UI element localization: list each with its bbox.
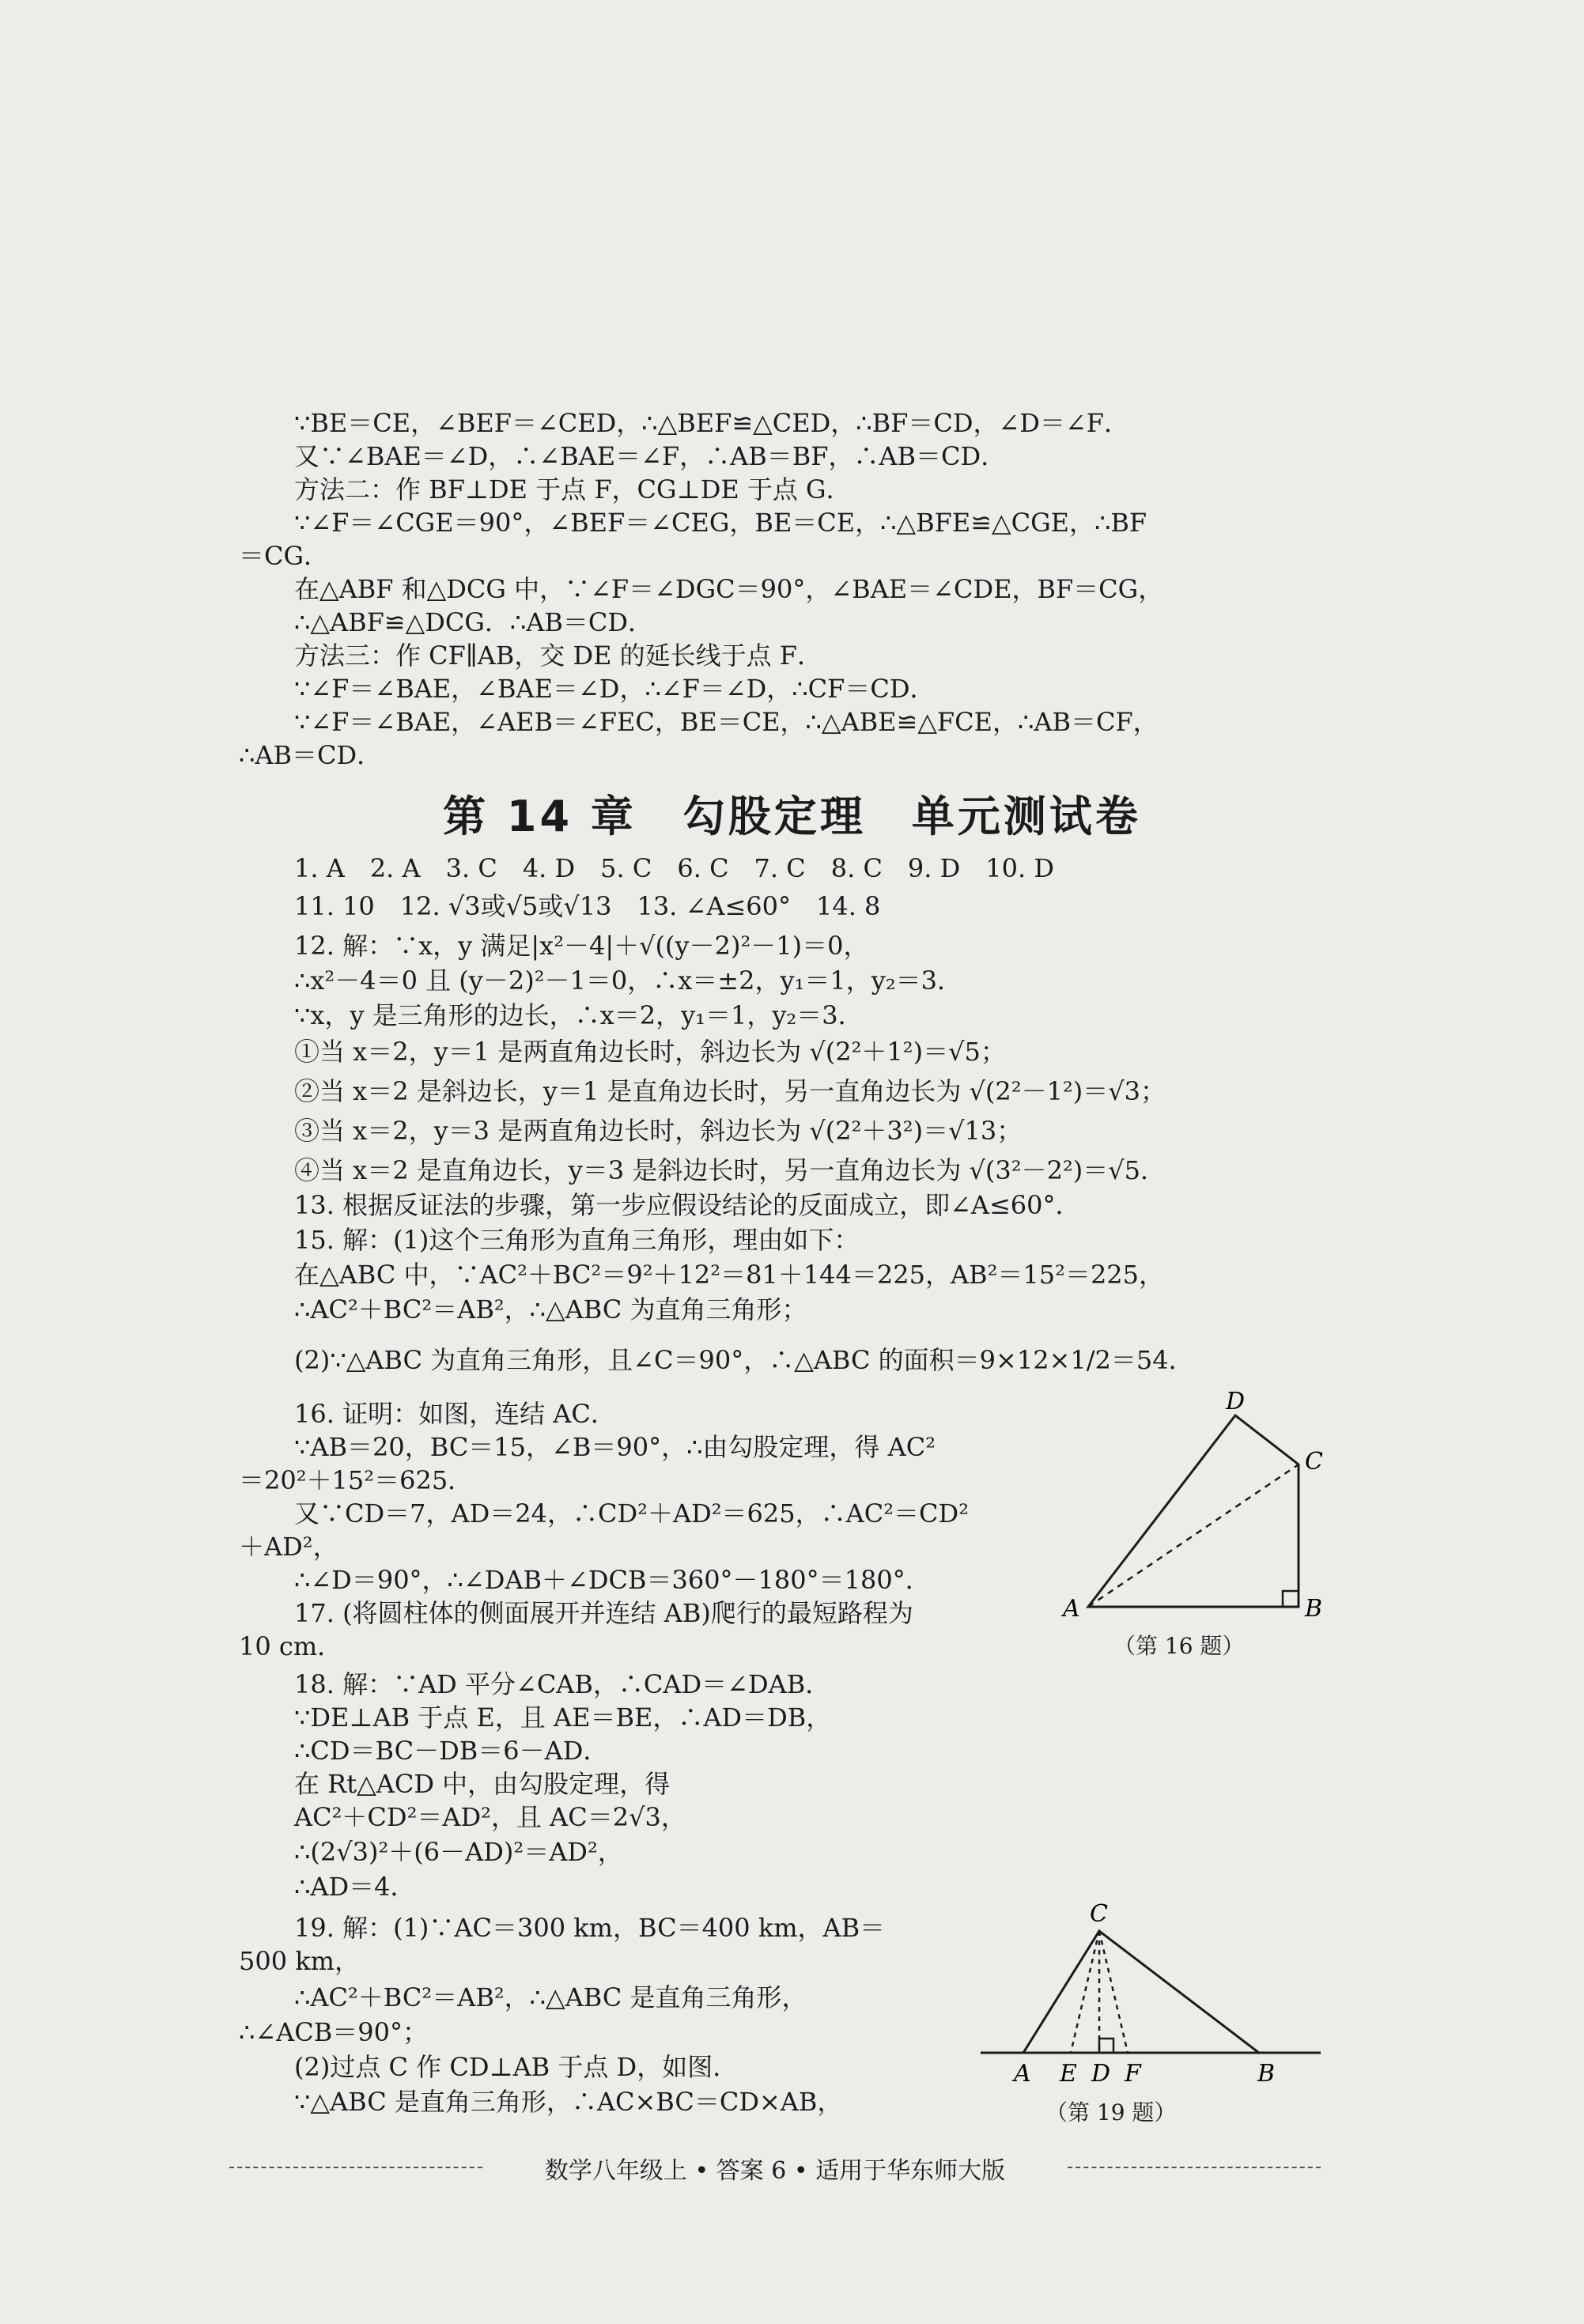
vertex-label-d: D: [1226, 1392, 1246, 1415]
page-footer: [229, 2151, 1321, 2185]
answer-line: 10 cm．: [239, 1631, 343, 1661]
footer-label: 数学八年级上 • 答案 6 • 适用于华东师大版: [534, 2157, 1016, 2185]
answer-line: 13. 根据反证法的步骤，第一步应假设结论的反面成立，即∠A≤60°．: [294, 1190, 1081, 1220]
answer-line: ∴CD＝BC－DB＝6－AD．: [294, 1736, 609, 1766]
answer-line: ＝20²＋15²＝625．: [239, 1465, 474, 1495]
answer-line: 在 Rt△ACD 中，由勾股定理，得: [294, 1769, 671, 1799]
answer-line: AC²＋CD²＝AD²，且 AC＝2√3，: [294, 1802, 686, 1832]
text-line: 在△ABF 和△DCG 中，∵∠F＝∠DGC＝90°，∠BAE＝∠CDE，BF＝CG，: [294, 574, 1164, 604]
answer-line: 19. 解：(1)∵AC＝300 km，BC＝400 km，AB＝: [294, 1913, 886, 1943]
answer-line: 12. 解：∵x，y 满足|x²－4|＋√((y－2)²－1)＝0，: [294, 931, 869, 961]
answer-line: 15. 解：(1)这个三角形为直角三角形，理由如下：: [294, 1225, 860, 1255]
answer-line: (2)过点 C 作 CD⊥AB 于点 D，如图．: [294, 2052, 739, 2082]
text-line: ∴△ABF≌△DCG．∴AB＝CD．: [294, 607, 654, 637]
answer-line: (2)∵△ABC 为直角三角形，且∠C＝90°，∴△ABC 的面积＝9×12×1/2＝54．: [294, 1345, 1194, 1375]
answer-line: ①当 x＝2，y＝1 是两直角边长时，斜边长为 √(2²＋1²)＝√5；: [294, 1037, 1006, 1067]
answer-line: ＋AD²，: [239, 1532, 338, 1562]
text-line: 方法二：作 BF⊥DE 于点 F，CG⊥DE 于点 G．: [294, 474, 852, 504]
answer-line: 1. A 2. A 3. C 4. D 5. C 6. C 7. C 8. C 9. D 10. D: [294, 853, 1055, 883]
figure-19-diagram: [973, 1898, 1336, 2103]
answer-line: ∵△ABC 是直角三角形，∴AC×BC＝CD×AB，: [294, 2087, 843, 2117]
figure-19-caption: （第 19 题）: [1045, 2099, 1177, 2126]
answer-line: 18. 解：∵AD 平分∠CAB，∴CAD＝∠DAB．: [294, 1669, 831, 1699]
text-line: ∴AB＝CD．: [239, 740, 383, 770]
answer-line: 500 km，: [239, 1946, 360, 1976]
answer-line: ∵DE⊥AB 于点 E，且 AE＝BE，∴AD＝DB，: [294, 1702, 832, 1733]
answer-line: 又∵CD＝7，AD＝24，∴CD²＋AD²＝625，∴AC²＝CD²: [294, 1498, 970, 1529]
text-line: 又∵∠BAE＝∠D，∴∠BAE＝∠F，∴AB＝BF，∴AB＝CD．: [294, 441, 1007, 471]
answer-line: 17. (将圆柱体的侧面展开并连结 AB)爬行的最短路程为: [294, 1598, 913, 1628]
vertex-label-a: A: [1063, 1595, 1080, 1623]
answer-line: ∴AC²＋BC²＝AB²，∴△ABC 为直角三角形；: [294, 1294, 807, 1324]
answer-line: 11. 10 12. √3或√5或√13 13. ∠A≤60° 14. 8: [294, 891, 881, 921]
answer-line: ④当 x＝2 是直角边长，y＝3 是斜边长时，另一直角边长为 √(3²－2²)＝√5．: [294, 1155, 1166, 1185]
answer-line: ∵x，y 是三角形的边长，∴x＝2，y₁＝1，y₂＝3．: [294, 1000, 864, 1030]
answer-line: ②当 x＝2 是斜边长，y＝1 是直角边长时，另一直角边长为 √(2²－1²)＝√3；: [294, 1076, 1166, 1106]
text-line: ∵∠F＝∠BAE，∠AEB＝∠FEC，BE＝CE，∴△ABE≌△FCE，∴AB＝CF，: [294, 707, 1159, 737]
answer-line: ∴x²－4＝0 且 (y－2)²－1＝0，∴x＝±2，y₁＝1，y₂＝3．: [294, 965, 963, 996]
vertex-label-e: E: [1060, 2060, 1077, 2088]
text-line: ＝CG．: [239, 541, 330, 571]
answer-line: ∴(2√3)²＋(6－AD)²＝AD²，: [294, 1837, 623, 1867]
vertex-label-d: D: [1091, 2060, 1111, 2088]
vertex-label-b: B: [1305, 1595, 1323, 1623]
text-line: 方法三：作 CF∥AB，交 DE 的延长线于点 F．: [294, 641, 823, 671]
vertex-label-f: F: [1125, 2060, 1141, 2088]
vertex-label-c: C: [1305, 1448, 1323, 1476]
figure-16-diagram: [1060, 1392, 1329, 1653]
answer-line: ∴∠ACB＝90°；: [239, 2017, 429, 2047]
answer-line: ∴AD＝4．: [294, 1872, 416, 1902]
answer-line: 16. 证明：如图，连结 AC．: [294, 1399, 616, 1429]
answer-line: 在△ABC 中，∵AC²＋BC²＝9²＋12²＝81＋144＝225，AB²＝15²＝225，: [294, 1260, 1165, 1290]
text-line: ∵∠F＝∠BAE，∠BAE＝∠D，∴∠F＝∠D，∴CF＝CD．: [294, 674, 936, 704]
answer-line: ③当 x＝2，y＝3 是两直角边长时，斜边长为 √(2²＋3²)＝√13；: [294, 1116, 1023, 1146]
vertex-label-a: A: [1014, 2060, 1031, 2088]
chapter-title: 第 14 章 勾股定理 单元测试卷: [443, 792, 1141, 841]
vertex-label-c: C: [1090, 1900, 1108, 1928]
figure-16-caption: （第 16 题）: [1113, 1633, 1245, 1659]
answer-line: ∵AB＝20，BC＝15，∠B＝90°，∴由勾股定理，得 AC²: [294, 1432, 936, 1462]
vertex-label-b: B: [1257, 2060, 1276, 2088]
footer-text: [229, 2151, 1321, 2186]
answer-line: ∴∠D＝90°，∴∠DAB＋∠DCB＝360°－180°＝180°．: [294, 1565, 931, 1595]
answer-line: ∴AC²＋BC²＝AB²，∴△ABC 是直角三角形，: [294, 1982, 807, 2012]
text-line: ∵∠F＝∠CGE＝90°，∠BEF＝∠CEG，BE＝CE，∴△BFE≌△CGE，∴BF: [294, 508, 1147, 538]
text-line: ∵BE＝CE，∠BEF＝∠CED，∴△BEF≌△CED，∴BF＝CD，∠D＝∠F．: [294, 408, 1129, 438]
